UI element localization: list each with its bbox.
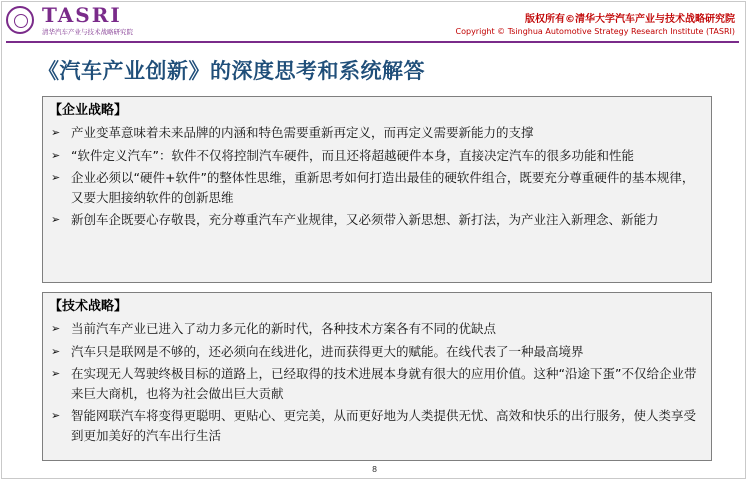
logo-subtitle: 清华汽车产业与技术战略研究院 (42, 28, 133, 36)
bullet-list (49, 319, 699, 445)
list-item (49, 342, 699, 362)
list-item (49, 406, 699, 445)
arrow-bullet-icon: ➢ (51, 367, 61, 380)
bullet-list (49, 123, 699, 230)
list-item (49, 168, 699, 207)
slide-title: 《汽车产业创新》的深度思考和系统解答 (38, 59, 425, 83)
list-item-text: 产业变革意味着未来品牌的内涵和特色需要重新再定义，而再定义需要新能力的支撑 (71, 125, 534, 140)
tsinghua-seal-icon (6, 6, 34, 34)
list-item-text: 汽车只是联网是不够的，还必须向在线进化，进而获得更大的赋能。在线代表了一种最高境界 (71, 343, 584, 359)
list-item-text: 当前汽车产业已进入了动力多元化的新时代，各种技术方案各有不同的优缺点 (71, 321, 497, 336)
list-item (49, 146, 699, 166)
list-item-text: “软件定义汽车”：软件不仅将控制汽车硬件，而且还将超越硬件本身，直接决定汽车的很多功能和性能 (71, 147, 634, 163)
list-item (49, 210, 699, 230)
list-item-text: 智能网联汽车将变得更聪明、更贴心、更完美，从而更好地为人类提供无忧、高效和快乐的出行服务，使人类享受到更加美好的汽车出行生活 (71, 408, 697, 443)
list-item (49, 364, 699, 403)
page-number: 8 (371, 465, 378, 474)
arrow-bullet-icon: ➢ (51, 344, 61, 358)
arrow-bullet-icon: ➢ (51, 409, 61, 422)
list-item (49, 123, 699, 143)
section-heading: 【企业战略】 (49, 103, 128, 118)
arrow-bullet-icon: ➢ (51, 126, 61, 139)
section-heading: 【技术战略】 (49, 299, 128, 314)
copyright-english: Copyright © Tsinghua Automotive Strategy Research Institute (TASRI) (455, 27, 735, 36)
list-item-text: 在实现无人驾驶终极目标的道路上，已经取得的技术进展本身就有很大的应用价值。这种“沿途下蛋”不仅给企业带来巨大商机，也将为社会做出巨大贡献 (71, 366, 697, 401)
section-technology-strategy (42, 292, 712, 461)
arrow-bullet-icon: ➢ (51, 322, 61, 335)
arrow-bullet-icon: ➢ (51, 171, 61, 184)
tasri-logo (6, 3, 166, 40)
logo-text: TASRI (42, 3, 122, 27)
section-enterprise-strategy (42, 96, 712, 283)
header-divider (6, 41, 739, 43)
copyright-chinese: 版权所有©清华大学汽车产业与技术战略研究院 (525, 14, 735, 25)
arrow-bullet-icon: ➢ (51, 213, 61, 226)
list-item (49, 319, 699, 339)
list-item-text: 企业必须以“硬件+软件”的整体性思维，重新思考如何打造出最佳的硬软件组合，既要充分尊重硬件的基本规律，又要大胆接纳软件的创新思维 (71, 170, 695, 205)
list-item-text: 新创车企既要心存敬畏，充分尊重汽车产业规律，又必须带入新思想、新打法，为产业注入新理念、新能力 (71, 212, 659, 227)
arrow-bullet-icon: ➢ (51, 148, 61, 162)
